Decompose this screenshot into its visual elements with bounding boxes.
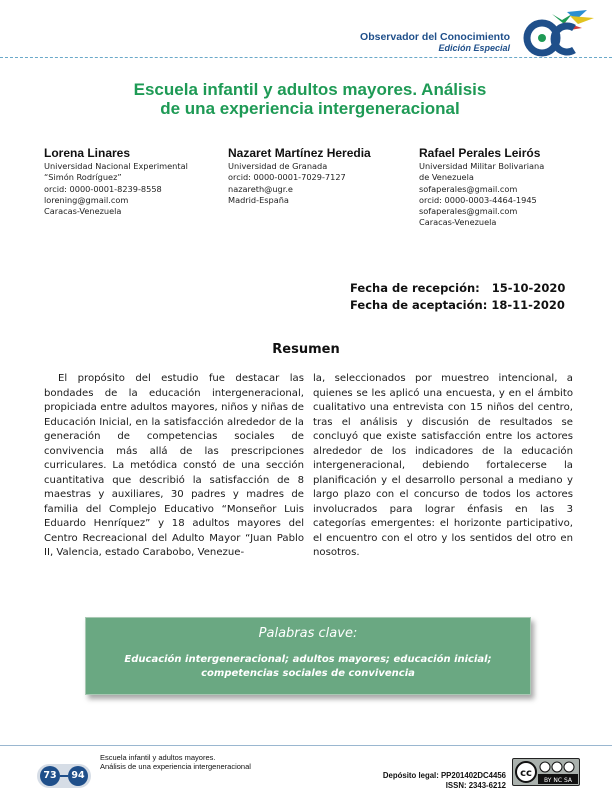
keywords-line1: Educación intergeneracional; adultos mayores; educación inicial;	[124, 654, 492, 665]
author-affiliation: Universidad de Granada	[228, 161, 328, 171]
author-location: Caracas-Venezuela	[44, 206, 122, 217]
abstract-heading: Resumen	[272, 342, 340, 357]
cc-icon: cc	[520, 768, 532, 779]
accepted-value: 18-11-2020	[491, 298, 565, 312]
received-label: Fecha de recepción:	[350, 281, 480, 295]
author-affiliation: Universidad Nacional Experimental	[44, 161, 188, 171]
received-date-row	[350, 280, 565, 297]
author-name: Rafael Perales Leirós	[419, 146, 541, 160]
journal-name	[360, 32, 510, 54]
page-range-dash	[60, 775, 68, 777]
author-affiliation: de Venezuela	[419, 172, 474, 183]
journal-title: Observador del Conocimiento	[360, 31, 510, 43]
author-orcid: orcid: 0000-0001-7029-7127	[228, 172, 346, 183]
keywords-box	[85, 617, 531, 695]
running-title	[100, 754, 251, 771]
keywords-text	[96, 653, 520, 681]
legal-info	[383, 771, 506, 791]
keywords-line2: competencias sociales de convivencia	[201, 668, 415, 679]
abstract-column-2: la, seleccionados por muestreo intencional, a quienes se les aplicó una encuesta, y en el ámbito cualitativo una entrevista con 15 niños del centro, tras el análisis y discusión de resultados se concluyó que existe satisfacción entre los actores alrededor de los indicadores de la educación intergeneracional, debiendo fortalecerse la planificación y el desarrollo personal a mediano y largo plazo con el concurso de todos los actores involucrados para lograr énfasis en las 3 categorías emergentes: el horizonte participativo, el encuentro con el otro y los sentidos del otro en nosotros.	[313, 373, 573, 558]
footer-divider	[0, 745, 612, 746]
author-location: Caracas-Venezuela	[419, 217, 497, 228]
author-affiliation: Universidad Militar Bolivariana	[419, 161, 545, 171]
article-title-line1: Escuela infantil y adultos mayores. Análisis	[133, 80, 487, 99]
author-block-2	[228, 146, 413, 206]
author-orcid: orcid: 0000-0003-4464-1945	[419, 194, 537, 205]
license-parts: BY NC SA	[544, 777, 572, 784]
article-title-line2: de una experiencia intergeneracional	[160, 99, 460, 118]
running-title-line2: Análisis de una experiencia intergeneracional	[100, 761, 251, 771]
page-start: 73	[40, 766, 60, 786]
page-range-badge	[37, 764, 91, 788]
keywords-title: Palabras clave:	[258, 626, 358, 641]
issn: ISSN: 2343-6212	[445, 781, 506, 790]
accepted-date-row	[350, 297, 565, 314]
author-name: Lorena Linares	[44, 146, 131, 160]
author-name: Nazaret Martínez Heredia	[228, 146, 371, 160]
journal-logo	[512, 6, 598, 58]
legal-deposit: Depósito legal: PP201402DC4456	[382, 771, 506, 780]
author-block-3	[419, 146, 599, 229]
creative-commons-badge[interactable]	[512, 758, 580, 786]
author-block-1	[44, 146, 224, 217]
received-value: 15-10-2020	[491, 281, 566, 295]
author-email: lorening@gmail.com	[44, 194, 129, 205]
author-affiliation: “Simón Rodríguez”	[44, 172, 122, 183]
submission-dates	[350, 280, 565, 314]
accepted-label: Fecha de aceptación:	[350, 298, 488, 312]
abstract-column-1: El propósito del estudio fue destacar las bondades de la educación intergeneracional, propiciada entre adultos mayores, niños y niñas de Educación Inicial, en la satisfacción alrededor de la generación de competencias sociales de convivencia más allá de las prescripciones curriculares. La metódica constó de una sección cuantitativa que describió la satisfacción de 8 maestras y auxiliares, 30 padres y madres de familia del Complejo Educativo “Monseñor Luis Eduardo Henríquez” y 18 adultos mayores del Centro Recreacional del Adulto Mayor “Juan Pablo II, Valencia, estado Carabobo, Venezue-	[44, 373, 304, 558]
author-email: nazareth@ugr.e	[228, 183, 293, 194]
author-email: sofaperales@gmail.com	[419, 206, 518, 217]
author-email: sofaperales@gmail.com	[419, 183, 518, 194]
page-end: 94	[68, 766, 88, 786]
author-location: Madrid-España	[228, 194, 289, 205]
edition-label: Edición Especial	[438, 43, 510, 53]
author-orcid: orcid: 0000-0001-8239-8558	[44, 183, 162, 194]
running-title-line1: Escuela infantil y adultos mayores.	[100, 753, 216, 762]
article-title	[60, 80, 560, 118]
